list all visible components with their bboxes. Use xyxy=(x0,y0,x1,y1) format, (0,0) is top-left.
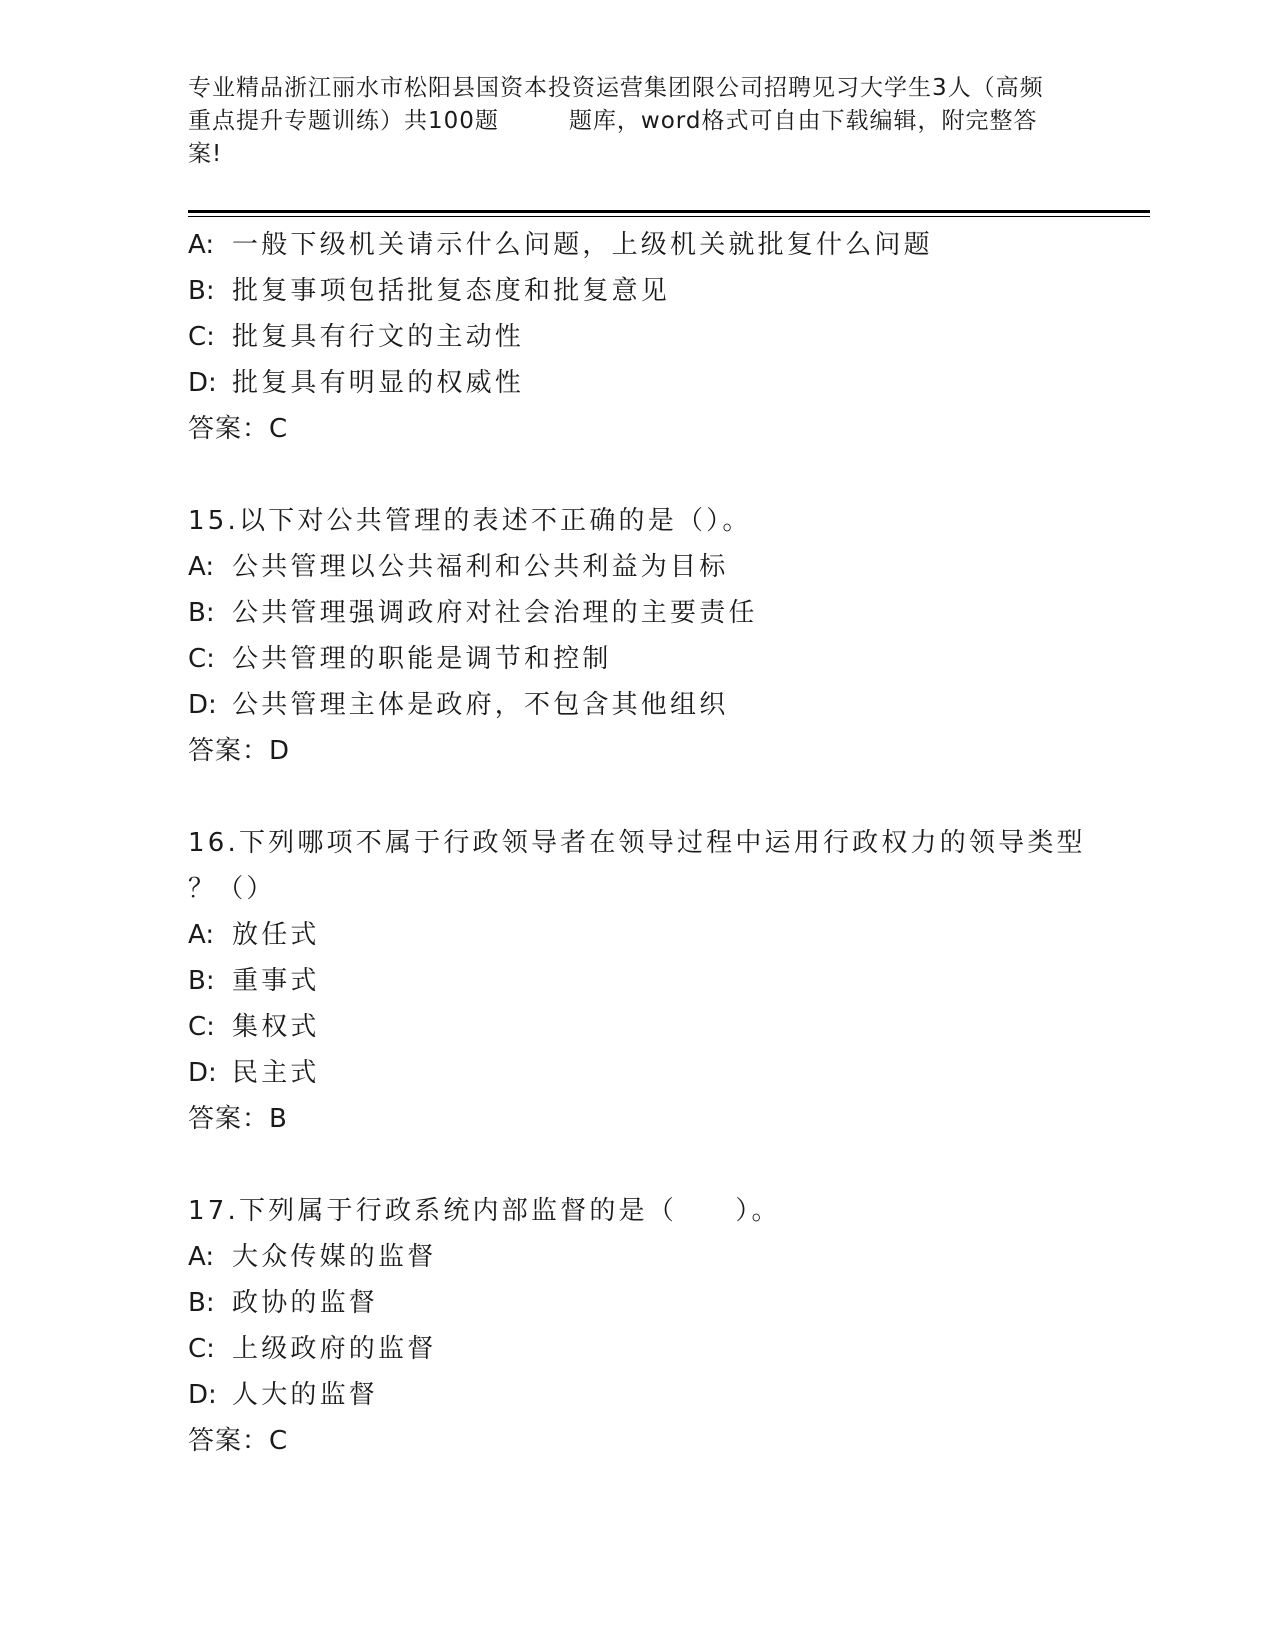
document-header xyxy=(188,72,1088,171)
header-line-1: 专业精品浙江丽水市松阳县国资本投资运营集团限公司招聘见习大学生3人（高频 xyxy=(188,75,1044,101)
question-text: 15.以下对公共管理的表述不正确的是（）。 xyxy=(188,506,752,536)
answer: 答案：C xyxy=(188,1426,289,1456)
question-17 xyxy=(188,1188,1148,1464)
option-c: C: 批复具有行文的主动性 xyxy=(188,322,525,352)
option-a: A: 公共管理以公共福利和公共利益为目标 xyxy=(188,552,729,582)
option-b: B: 重事式 xyxy=(188,966,320,996)
header-line-3: 案! xyxy=(188,141,223,167)
option-a: A: 一般下级机关请示什么问题，上级机关就批复什么问题 xyxy=(188,230,933,260)
header-divider-thin xyxy=(188,216,1150,217)
option-d: D: 民主式 xyxy=(188,1058,320,1088)
option-c: C: 公共管理的职能是调节和控制 xyxy=(188,644,612,674)
option-d: D: 批复具有明显的权威性 xyxy=(188,368,525,398)
option-b: B: 批复事项包括批复态度和批复意见 xyxy=(188,276,671,306)
option-c: C: 集权式 xyxy=(188,1012,320,1042)
header-line-2a: 重点提升专题训练）共100题 xyxy=(188,108,499,134)
option-d: D: 公共管理主体是政府，不包含其他组织 xyxy=(188,690,729,720)
answer: 答案：D xyxy=(188,736,291,766)
header-line-2b: 题库，word格式可自由下载编辑，附完整答 xyxy=(568,108,1038,134)
question-text-continued: ？（） xyxy=(188,874,276,904)
header-line-2 xyxy=(188,105,1088,138)
option-a: A: 放任式 xyxy=(188,920,320,950)
answer: 答案：B xyxy=(188,1104,288,1134)
question-16 xyxy=(188,820,1148,1142)
question-15 xyxy=(188,498,1148,774)
option-a: A: 大众传媒的监督 xyxy=(188,1242,437,1272)
option-c: C: 上级政府的监督 xyxy=(188,1334,437,1364)
option-b: B: 政协的监督 xyxy=(188,1288,379,1318)
question-text: 16.下列哪项不属于行政领导者在领导过程中运用行政权力的领导类型 xyxy=(188,828,1086,858)
question-14 xyxy=(188,222,1148,452)
option-b: B: 公共管理强调政府对社会治理的主要责任 xyxy=(188,598,758,628)
header-divider-thick xyxy=(188,210,1150,213)
answer: 答案：C xyxy=(188,414,289,444)
question-text: 17.下列属于行政系统内部监督的是（ ）。 xyxy=(188,1196,781,1226)
question-list xyxy=(188,222,1148,1464)
option-d: D: 人大的监督 xyxy=(188,1380,379,1410)
